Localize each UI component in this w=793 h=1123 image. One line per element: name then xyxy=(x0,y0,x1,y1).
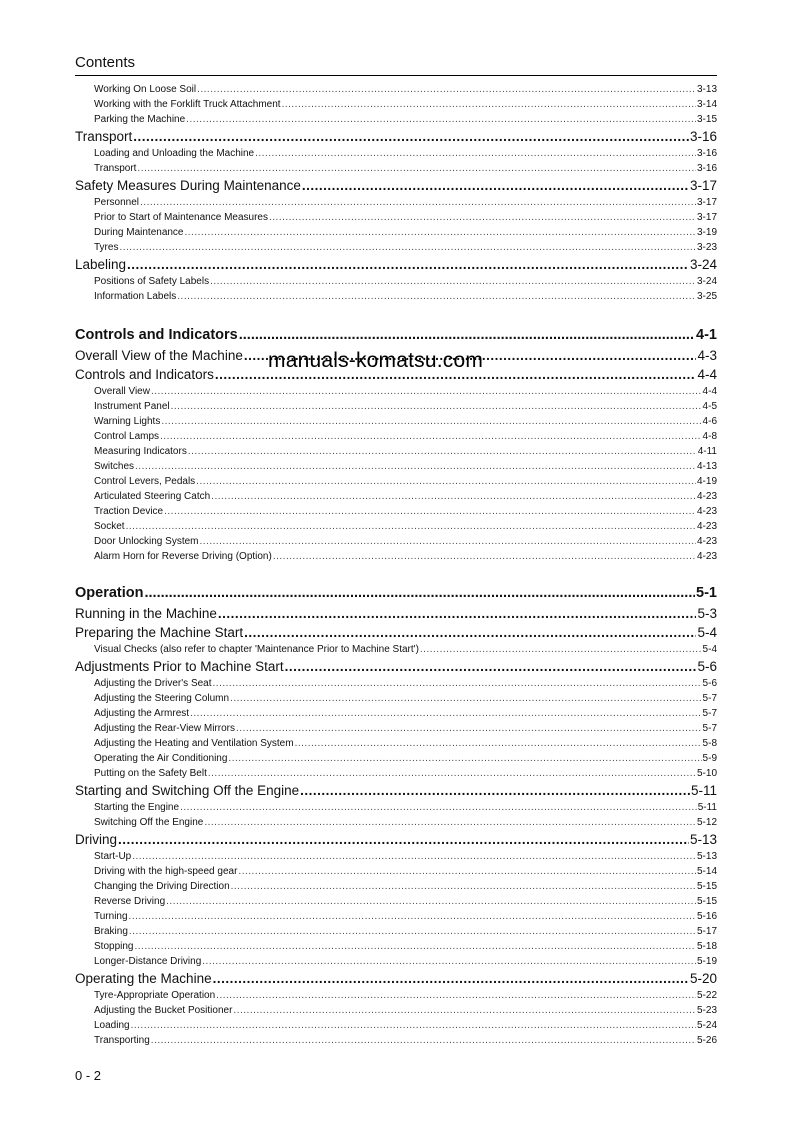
dot-leader xyxy=(204,815,696,830)
toc-section-page: 3-16 xyxy=(689,129,717,144)
toc-chapter[interactable] xyxy=(75,582,717,604)
dot-leader xyxy=(180,800,697,815)
toc-section-page: 5-4 xyxy=(697,625,717,640)
dot-leader xyxy=(295,736,702,751)
toc-entry[interactable] xyxy=(75,146,717,161)
toc-entry-page: 5-9 xyxy=(702,753,717,764)
toc-section[interactable] xyxy=(75,255,717,274)
dot-leader xyxy=(199,534,696,549)
dot-leader xyxy=(164,504,696,519)
toc-entry-title: Switching Off the Engine xyxy=(94,817,204,828)
toc-entry-page: 5-17 xyxy=(696,926,717,937)
toc-section-page: 4-3 xyxy=(697,348,717,363)
toc-entry-title: Socket xyxy=(94,521,125,532)
table-of-contents xyxy=(75,82,717,1048)
toc-entry[interactable] xyxy=(75,766,717,781)
toc-section-page: 3-24 xyxy=(689,257,717,272)
toc-entry[interactable] xyxy=(75,161,717,176)
toc-entry[interactable] xyxy=(75,519,717,534)
dot-leader xyxy=(218,604,697,623)
toc-entry-title: Control Levers, Pedals xyxy=(94,476,196,487)
dot-leader xyxy=(140,195,696,210)
dot-leader xyxy=(196,474,696,489)
dot-leader xyxy=(132,849,696,864)
toc-entry-page: 5-6 xyxy=(702,678,717,689)
toc-entry-title: Longer-Distance Driving xyxy=(94,956,202,967)
toc-entry-page: 5-8 xyxy=(702,738,717,749)
dot-leader xyxy=(151,384,702,399)
toc-section-title: Controls and Indicators xyxy=(75,367,214,382)
toc-entry-title: Parking the Machine xyxy=(94,114,186,125)
dot-leader xyxy=(131,1018,696,1033)
toc-entry[interactable] xyxy=(75,954,717,969)
dot-leader xyxy=(255,146,696,161)
chapter-spacer xyxy=(75,564,717,582)
toc-entry-title: Alarm Horn for Reverse Driving (Option) xyxy=(94,551,272,562)
toc-entry-page: 4-19 xyxy=(696,476,717,487)
dot-leader xyxy=(118,830,689,849)
toc-entry-title: Loading and Unloading the Machine xyxy=(94,148,255,159)
toc-entry-page: 4-4 xyxy=(702,386,717,397)
toc-entry[interactable] xyxy=(75,676,717,691)
toc-entry-title: Start-Up xyxy=(94,851,132,862)
toc-entry-title: Visual Checks (also refer to chapter 'Maintenance Prior to Machine Start') xyxy=(94,644,419,655)
toc-entry-page: 5-7 xyxy=(702,723,717,734)
toc-chapter-title: Controls and Indicators xyxy=(75,327,238,343)
dot-leader xyxy=(119,240,696,255)
toc-entry-title: Braking xyxy=(94,926,128,937)
toc-entry-page: 4-23 xyxy=(696,536,717,547)
toc-entry[interactable] xyxy=(75,82,717,97)
dot-leader xyxy=(282,97,696,112)
toc-section-page: 5-11 xyxy=(690,783,717,798)
toc-section[interactable] xyxy=(75,830,717,849)
toc-entry[interactable] xyxy=(75,534,717,549)
toc-entry-title: Switches xyxy=(94,461,135,472)
toc-section-title: Preparing the Machine Start xyxy=(75,625,244,640)
toc-entry-page: 5-15 xyxy=(696,896,717,907)
dot-leader xyxy=(230,691,701,706)
toc-entry-title: Articulated Steering Catch xyxy=(94,491,211,502)
toc-entry-title: Transport xyxy=(94,163,137,174)
toc-entry[interactable] xyxy=(75,444,717,459)
toc-entry-page: 3-17 xyxy=(696,212,717,223)
toc-entry-title: Loading xyxy=(94,1020,130,1031)
toc-section-title: Operating the Machine xyxy=(75,971,212,986)
toc-entry-title: Tyres xyxy=(94,242,119,253)
toc-entry-title: Instrument Panel xyxy=(94,401,170,412)
toc-entry-title: Changing the Driving Direction xyxy=(94,881,230,892)
toc-entry[interactable] xyxy=(75,414,717,429)
toc-entry-title: Driving with the high-speed gear xyxy=(94,866,238,877)
toc-entry[interactable] xyxy=(75,849,717,864)
dot-leader xyxy=(186,112,696,127)
toc-entry[interactable] xyxy=(75,909,717,924)
toc-entry[interactable] xyxy=(75,815,717,830)
dot-leader xyxy=(228,751,701,766)
toc-entry-title: Information Labels xyxy=(94,291,177,302)
toc-entry-page: 5-14 xyxy=(696,866,717,877)
toc-section[interactable] xyxy=(75,657,717,676)
toc-entry[interactable] xyxy=(75,240,717,255)
toc-entry-title: Starting the Engine xyxy=(94,802,180,813)
toc-entry[interactable] xyxy=(75,1018,717,1033)
dot-leader xyxy=(171,399,702,414)
toc-entry[interactable] xyxy=(75,924,717,939)
toc-entry-page: 3-16 xyxy=(696,163,717,174)
toc-entry-page: 3-15 xyxy=(696,114,717,125)
toc-chapter-page: 4-1 xyxy=(696,327,717,343)
dot-leader xyxy=(211,489,696,504)
dot-leader xyxy=(273,549,696,564)
toc-entry[interactable] xyxy=(75,489,717,504)
toc-entry[interactable] xyxy=(75,1003,717,1018)
toc-entry[interactable] xyxy=(75,459,717,474)
toc-entry[interactable] xyxy=(75,97,717,112)
dot-leader xyxy=(185,225,696,240)
header-divider xyxy=(75,75,717,76)
dot-leader xyxy=(177,289,696,304)
toc-entry[interactable] xyxy=(75,894,717,909)
toc-entry[interactable] xyxy=(75,112,717,127)
toc-entry-title: Overall View xyxy=(94,386,150,397)
toc-entry-page: 3-17 xyxy=(696,197,717,208)
dot-leader xyxy=(137,161,696,176)
toc-entry[interactable] xyxy=(75,225,717,240)
toc-section-title: Running in the Machine xyxy=(75,606,217,621)
toc-entry[interactable] xyxy=(75,210,717,225)
toc-entry[interactable] xyxy=(75,751,717,766)
dot-leader xyxy=(144,582,695,604)
toc-entry-title: Operating the Air Conditioning xyxy=(94,753,228,764)
toc-entry-title: Door Unlocking System xyxy=(94,536,199,547)
toc-section[interactable] xyxy=(75,781,717,800)
toc-entry-page: 4-13 xyxy=(696,461,717,472)
toc-entry-page: 5-7 xyxy=(702,708,717,719)
toc-entry-title: Adjusting the Steering Column xyxy=(94,693,230,704)
toc-entry-page: 3-23 xyxy=(696,242,717,253)
toc-section[interactable] xyxy=(75,127,717,146)
toc-entry-page: 3-25 xyxy=(696,291,717,302)
dot-leader xyxy=(151,1033,696,1048)
toc-entry[interactable] xyxy=(75,429,717,444)
toc-entry-title: Adjusting the Bucket Positioner xyxy=(94,1005,233,1016)
toc-section-title: Driving xyxy=(75,832,118,847)
dot-leader xyxy=(129,924,696,939)
toc-entry-title: Adjusting the Armrest xyxy=(94,708,190,719)
toc-entry-page: 5-15 xyxy=(696,881,717,892)
toc-entry-title: Adjusting the Heating and Ventilation System xyxy=(94,738,294,749)
toc-entry[interactable] xyxy=(75,642,717,657)
dot-leader xyxy=(190,706,702,721)
toc-section-title: Overall View of the Machine xyxy=(75,348,243,363)
dot-leader xyxy=(239,324,695,346)
toc-entry-page: 4-8 xyxy=(702,431,717,442)
toc-entry[interactable] xyxy=(75,706,717,721)
toc-entry[interactable] xyxy=(75,504,717,519)
dot-leader xyxy=(238,864,696,879)
toc-entry-title: Prior to Start of Maintenance Measures xyxy=(94,212,268,223)
toc-entry-title: Control Lamps xyxy=(94,431,160,442)
dot-leader xyxy=(127,255,689,274)
toc-entry-page: 5-22 xyxy=(696,990,717,1001)
toc-entry-page: 3-14 xyxy=(696,99,717,110)
toc-entry[interactable] xyxy=(75,721,717,736)
toc-entry[interactable] xyxy=(75,800,717,815)
toc-section-page: 5-13 xyxy=(689,832,717,847)
toc-section-page: 5-3 xyxy=(697,606,717,621)
toc-entry-page: 3-19 xyxy=(696,227,717,238)
toc-entry-page: 5-26 xyxy=(696,1035,717,1046)
toc-entry-page: 3-16 xyxy=(696,148,717,159)
toc-entry-page: 4-23 xyxy=(696,521,717,532)
dot-leader xyxy=(126,519,696,534)
dot-leader xyxy=(160,429,702,444)
toc-entry-page: 3-13 xyxy=(696,84,717,95)
toc-entry-page: 4-23 xyxy=(696,506,717,517)
dot-leader xyxy=(188,444,697,459)
toc-section[interactable] xyxy=(75,176,717,195)
toc-section[interactable] xyxy=(75,623,717,642)
toc-entry-page: 4-23 xyxy=(696,491,717,502)
toc-entry-title: During Maintenance xyxy=(94,227,184,238)
toc-entry[interactable] xyxy=(75,988,717,1003)
dot-leader xyxy=(213,969,689,988)
toc-entry-title: Positions of Safety Labels xyxy=(94,276,210,287)
toc-section[interactable] xyxy=(75,604,717,623)
watermark-text: manuals-komatsu.com xyxy=(268,349,484,372)
dot-leader xyxy=(231,879,696,894)
toc-entry-title: Measuring Indicators xyxy=(94,446,187,457)
toc-entry[interactable] xyxy=(75,384,717,399)
toc-entry-title: Working with the Forklift Truck Attachment xyxy=(94,99,281,110)
toc-chapter-title: Operation xyxy=(75,585,144,601)
toc-section-title: Labeling xyxy=(75,257,127,272)
toc-entry[interactable] xyxy=(75,399,717,414)
dot-leader xyxy=(285,657,697,676)
toc-entry[interactable] xyxy=(75,274,717,289)
dot-leader xyxy=(236,721,702,736)
toc-section-page: 4-4 xyxy=(697,367,717,382)
toc-entry-title: Adjusting the Driver's Seat xyxy=(94,678,212,689)
toc-entry[interactable] xyxy=(75,289,717,304)
toc-entry-title: Traction Device xyxy=(94,506,164,517)
chapter-spacer xyxy=(75,304,717,324)
toc-entry-title: Working On Loose Soil xyxy=(94,84,197,95)
dot-leader xyxy=(302,176,689,195)
toc-entry[interactable] xyxy=(75,1033,717,1048)
toc-entry-page: 5-23 xyxy=(696,1005,717,1016)
toc-entry-title: Transporting xyxy=(94,1035,150,1046)
toc-section[interactable] xyxy=(75,969,717,988)
toc-entry-page: 4-6 xyxy=(702,416,717,427)
dot-leader xyxy=(129,909,696,924)
dot-leader xyxy=(244,623,696,642)
dot-leader xyxy=(300,781,690,800)
toc-entry-title: Turning xyxy=(94,911,128,922)
toc-entry-page: 5-24 xyxy=(696,1020,717,1031)
toc-entry-page: 5-4 xyxy=(702,644,717,655)
toc-entry[interactable] xyxy=(75,549,717,564)
toc-entry-page: 4-11 xyxy=(697,446,717,457)
toc-entry-page: 5-12 xyxy=(696,817,717,828)
toc-entry-page: 5-10 xyxy=(696,768,717,779)
toc-section-page: 3-17 xyxy=(689,178,717,193)
dot-leader xyxy=(210,274,696,289)
toc-entry[interactable] xyxy=(75,939,717,954)
toc-chapter[interactable] xyxy=(75,324,717,346)
toc-entry-title: Putting on the Safety Belt xyxy=(94,768,207,779)
dot-leader xyxy=(216,988,696,1003)
dot-leader xyxy=(202,954,696,969)
toc-section-title: Adjustments Prior to Machine Start xyxy=(75,659,284,674)
toc-entry-title: Tyre-Appropriate Operation xyxy=(94,990,216,1001)
toc-entry[interactable] xyxy=(75,195,717,210)
dot-leader xyxy=(213,676,702,691)
toc-section-title: Safety Measures During Maintenance xyxy=(75,178,301,193)
dot-leader xyxy=(269,210,696,225)
toc-entry[interactable] xyxy=(75,736,717,751)
dot-leader xyxy=(197,82,696,97)
page-number: 0 - 2 xyxy=(75,1068,102,1083)
toc-section-title: Transport xyxy=(75,129,133,144)
toc-section-title: Starting and Switching Off the Engine xyxy=(75,783,300,798)
page-title: Contents xyxy=(75,54,136,71)
toc-entry[interactable] xyxy=(75,474,717,489)
toc-entry[interactable] xyxy=(75,879,717,894)
toc-entry[interactable] xyxy=(75,691,717,706)
toc-entry-page: 5-16 xyxy=(696,911,717,922)
dot-leader xyxy=(134,939,696,954)
dot-leader xyxy=(161,414,701,429)
toc-entry-page: 5-11 xyxy=(697,802,717,813)
toc-entry-page: 4-5 xyxy=(702,401,717,412)
toc-entry-page: 5-13 xyxy=(696,851,717,862)
dot-leader xyxy=(420,642,702,657)
dot-leader xyxy=(133,127,689,146)
toc-entry-title: Personnel xyxy=(94,197,140,208)
toc-entry-title: Stopping xyxy=(94,941,134,952)
dot-leader xyxy=(233,1003,696,1018)
dot-leader xyxy=(166,894,696,909)
toc-entry-title: Adjusting the Rear-View Mirrors xyxy=(94,723,235,734)
toc-section-page: 5-20 xyxy=(689,971,717,986)
dot-leader xyxy=(208,766,696,781)
toc-entry-page: 3-24 xyxy=(696,276,717,287)
toc-entry-title: Warning Lights xyxy=(94,416,161,427)
toc-entry-page: 4-23 xyxy=(696,551,717,562)
toc-chapter-page: 5-1 xyxy=(696,585,717,601)
toc-entry[interactable] xyxy=(75,864,717,879)
toc-entry-page: 5-18 xyxy=(696,941,717,952)
toc-entry-page: 5-7 xyxy=(702,693,717,704)
toc-entry-page: 5-19 xyxy=(696,956,717,967)
toc-entry-title: Reverse Driving xyxy=(94,896,166,907)
dot-leader xyxy=(135,459,696,474)
toc-section-page: 5-6 xyxy=(697,659,717,674)
